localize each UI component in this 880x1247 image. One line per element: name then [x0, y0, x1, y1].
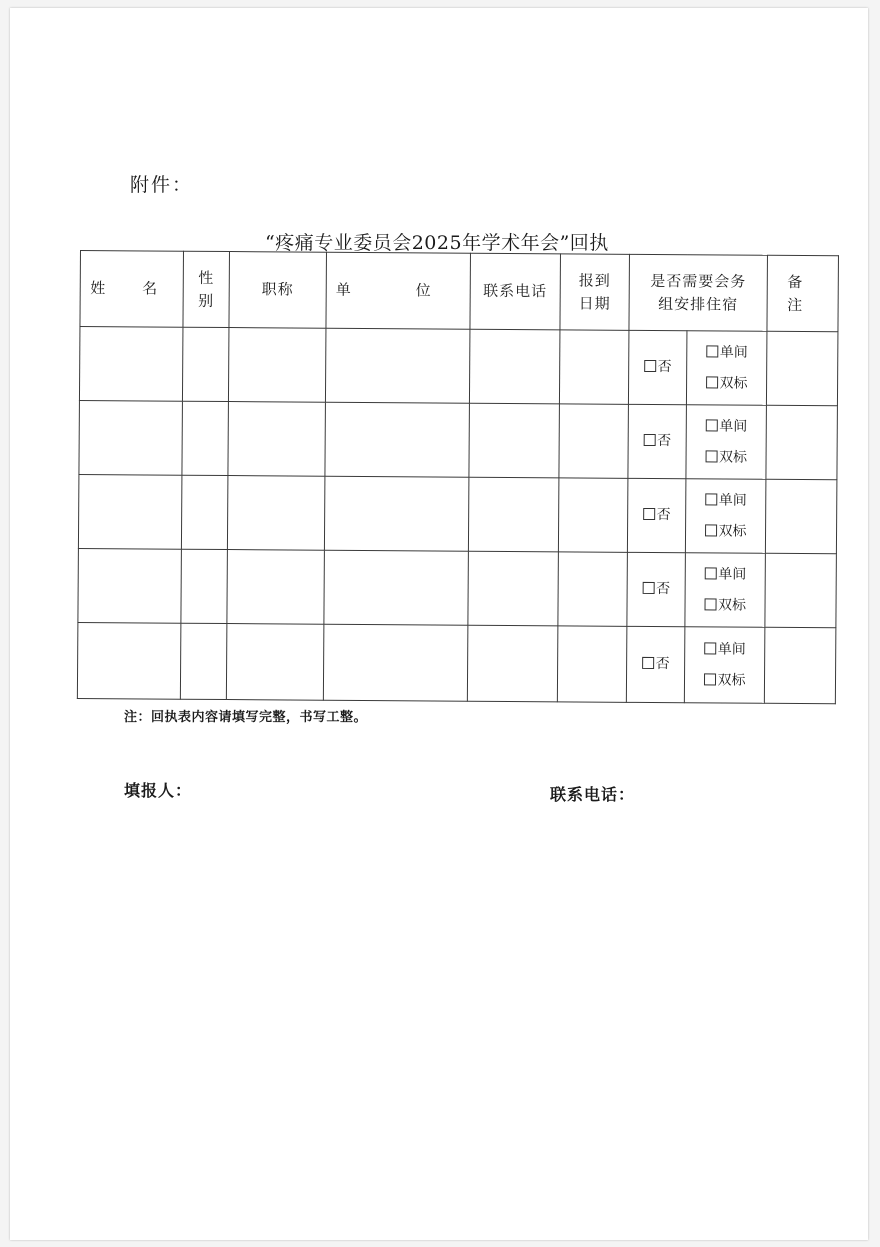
- header-accommodation: 是否需要会务 组安排住宿: [629, 254, 768, 331]
- checkbox-icon: [704, 598, 716, 610]
- filler-label: 填报人：: [124, 781, 193, 800]
- cell-remarks[interactable]: [764, 627, 836, 703]
- option-double-room[interactable]: 双标: [686, 442, 765, 474]
- option-no[interactable]: 否: [629, 352, 686, 383]
- cell-gender[interactable]: [181, 475, 228, 549]
- cell-phone[interactable]: [468, 477, 559, 552]
- cell-name[interactable]: [79, 400, 183, 475]
- cell-job-title[interactable]: [226, 624, 324, 701]
- registration-reply-table: [77, 250, 839, 704]
- cell-gender[interactable]: [182, 327, 229, 401]
- cell-room-type: [686, 331, 767, 406]
- option-no[interactable]: 否: [629, 426, 686, 457]
- cell-unit[interactable]: [325, 402, 470, 477]
- document-page: [10, 8, 868, 1240]
- cell-accommodation-no: [628, 404, 687, 478]
- cell-unit[interactable]: [324, 476, 469, 551]
- option-single-room[interactable]: 单间: [687, 411, 766, 443]
- header-job-title: 职称: [229, 252, 327, 329]
- table-row: [79, 327, 838, 406]
- attachment-label: 附件：: [130, 174, 194, 196]
- table-row: [77, 622, 836, 703]
- cell-remarks[interactable]: [766, 331, 838, 405]
- header-name: 姓 名: [80, 251, 184, 328]
- cell-accommodation-no: [626, 626, 685, 702]
- cell-job-title[interactable]: [228, 402, 326, 477]
- header-arrival-date: 报到 日期: [560, 254, 630, 330]
- cell-name[interactable]: [78, 474, 182, 549]
- checkbox-icon: [706, 345, 718, 357]
- cell-job-title[interactable]: [227, 550, 325, 625]
- header-remarks: 备 注: [767, 255, 839, 331]
- cell-room-type: [686, 405, 767, 480]
- cell-name[interactable]: [79, 327, 183, 402]
- cell-room-type: [685, 553, 766, 628]
- option-no[interactable]: 否: [628, 500, 685, 531]
- checkbox-icon: [703, 673, 715, 685]
- cell-arrival-date[interactable]: [558, 552, 628, 626]
- checkbox-icon: [705, 524, 717, 536]
- form-title: “疼痛专业委员会2025年学术年会”回执: [265, 232, 609, 254]
- cell-remarks[interactable]: [766, 405, 838, 479]
- option-no[interactable]: 否: [628, 574, 685, 605]
- checkbox-icon: [642, 582, 654, 594]
- cell-phone[interactable]: [469, 329, 560, 404]
- checkbox-icon: [704, 642, 716, 654]
- header-gender: 性 别: [183, 251, 230, 327]
- cell-phone[interactable]: [468, 551, 559, 626]
- option-double-room[interactable]: 双标: [685, 590, 764, 622]
- cell-name[interactable]: [78, 548, 182, 623]
- cell-room-type: [685, 479, 766, 554]
- cell-job-title[interactable]: [228, 328, 326, 403]
- cell-gender[interactable]: [180, 623, 227, 699]
- cell-accommodation-no: [628, 330, 687, 404]
- option-no[interactable]: 否: [627, 649, 684, 680]
- cell-arrival-date[interactable]: [559, 330, 629, 404]
- table-header-row: [80, 251, 839, 332]
- table-row: [79, 400, 838, 479]
- cell-unit[interactable]: [325, 328, 470, 403]
- cell-phone[interactable]: [467, 625, 558, 702]
- checkbox-icon: [704, 567, 716, 579]
- cell-job-title[interactable]: [227, 476, 325, 551]
- cell-remarks[interactable]: [765, 479, 837, 553]
- cell-room-type: [684, 627, 765, 704]
- contact-phone-label: 联系电话：: [550, 785, 636, 804]
- cell-gender[interactable]: [182, 401, 229, 475]
- cell-unit[interactable]: [324, 550, 469, 625]
- option-double-room[interactable]: 双标: [687, 368, 766, 400]
- cell-gender[interactable]: [181, 549, 228, 623]
- checkbox-icon: [705, 419, 717, 431]
- checkbox-icon: [706, 376, 718, 388]
- table-row: [78, 474, 837, 553]
- option-single-room[interactable]: 单间: [685, 634, 764, 666]
- checkbox-icon: [643, 508, 655, 520]
- form-note: 注：回执表内容请填写完整，书写工整。: [124, 710, 368, 725]
- checkbox-icon: [705, 493, 717, 505]
- cell-arrival-date[interactable]: [558, 478, 628, 552]
- header-phone: 联系电话: [470, 253, 561, 330]
- checkbox-icon: [643, 434, 655, 446]
- cell-accommodation-no: [627, 552, 686, 626]
- cell-phone[interactable]: [469, 403, 560, 478]
- cell-remarks[interactable]: [765, 553, 837, 627]
- checkbox-icon: [644, 360, 656, 372]
- table-row: [78, 548, 837, 627]
- cell-unit[interactable]: [323, 624, 468, 701]
- cell-arrival-date[interactable]: [557, 626, 627, 702]
- header-unit: 单 位: [326, 252, 471, 329]
- option-double-room[interactable]: 双标: [685, 665, 764, 697]
- option-single-room[interactable]: 单间: [686, 559, 765, 591]
- checkbox-icon: [705, 450, 717, 462]
- cell-name[interactable]: [77, 622, 181, 699]
- cell-accommodation-no: [627, 478, 686, 552]
- cell-arrival-date[interactable]: [559, 404, 629, 478]
- option-double-room[interactable]: 双标: [686, 516, 765, 548]
- checkbox-icon: [642, 657, 654, 669]
- option-single-room[interactable]: 单间: [687, 337, 766, 369]
- option-single-room[interactable]: 单间: [686, 485, 765, 517]
